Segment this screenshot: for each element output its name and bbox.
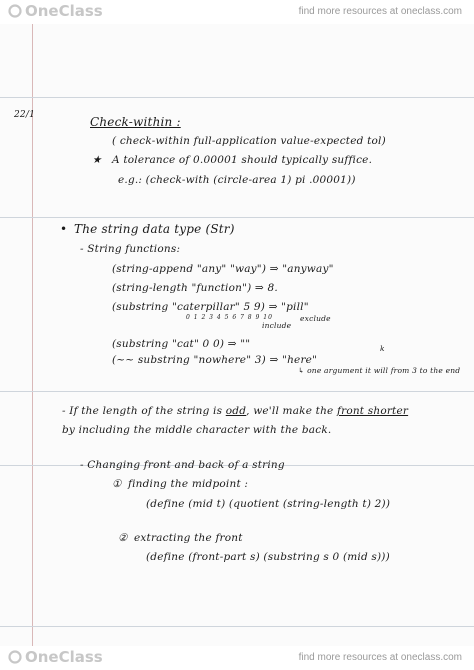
step1-marker: ① <box>112 478 122 490</box>
odd-word: odd <box>225 405 247 417</box>
ruled-line <box>0 97 474 98</box>
step2-marker: ② <box>118 532 128 544</box>
front-shorter-phrase: front shorter <box>337 405 409 417</box>
oneclass-logo-icon <box>8 650 22 664</box>
oneclass-logo[interactable] <box>8 2 103 20</box>
step1-label: finding the midpoint : <box>128 478 249 490</box>
header-tagline[interactable]: find more resources at oneclass.com <box>298 6 462 17</box>
footer-tagline[interactable]: find more resources at oneclass.com <box>298 652 462 663</box>
string-length-example: (string-length "function") ⇒ 8. <box>112 282 278 294</box>
ruled-line <box>0 217 474 218</box>
index-digits: 0 1 2 3 4 5 6 7 8 9 10 <box>186 314 273 321</box>
string-type-title: The string data type (Str) <box>74 222 235 236</box>
notes-page <box>0 24 474 646</box>
substring-example: (substring "caterpillar" 5 9) ⇒ "pill" <box>112 301 309 313</box>
note-date: 22/1 <box>14 110 36 120</box>
step2-label: extracting the front <box>134 532 243 544</box>
star-icon: ★ <box>92 154 102 166</box>
logo-text: OneClass <box>25 2 103 20</box>
mid-definition: (define (mid t) (quotient (string-length t) 2)) <box>146 498 391 510</box>
check-within-heading: Check-within : <box>90 115 181 129</box>
changing-heading: - Changing front and back of a string <box>80 459 285 471</box>
ruled-line <box>0 626 474 627</box>
ruled-line <box>0 391 474 392</box>
string-functions-heading: - String functions: <box>80 243 181 255</box>
odd-length-line2: by including the middle character with the back. <box>62 424 332 436</box>
bullet-icon: • <box>60 222 68 236</box>
page-header <box>0 0 474 24</box>
check-within-syntax: ( check-within full-application value-expected tol) <box>112 135 386 147</box>
one-argument-annotation: ↳ one argument it will from 3 to the end <box>298 366 461 375</box>
include-annotation: include <box>262 321 292 330</box>
substring-nowhere-example: (~~ substring "nowhere" 3) ⇒ "here" <box>112 354 318 366</box>
odd-length-prefix: - If the length of the string is <box>62 405 223 417</box>
superscript-annotation: k <box>380 344 385 353</box>
check-within-example: e.g.: (check-with (circle-area 1) pi .00001)) <box>118 174 356 186</box>
page-footer <box>0 646 474 670</box>
string-append-example: (string-append "any" "way") ⇒ "anyway" <box>112 263 334 275</box>
substring-empty-example: (substring "cat" 0 0) ⇒ "" <box>112 338 251 350</box>
odd-length-middle: , we'll make the <box>246 405 334 417</box>
oneclass-logo[interactable] <box>8 648 103 666</box>
tolerance-note: A tolerance of 0.00001 should typically suffice. <box>112 154 373 166</box>
exclude-annotation: exclude <box>300 314 331 323</box>
oneclass-logo-icon <box>8 4 22 18</box>
logo-text: OneClass <box>25 648 103 666</box>
front-part-definition: (define (front-part s) (substring s 0 (mid s))) <box>146 551 390 563</box>
